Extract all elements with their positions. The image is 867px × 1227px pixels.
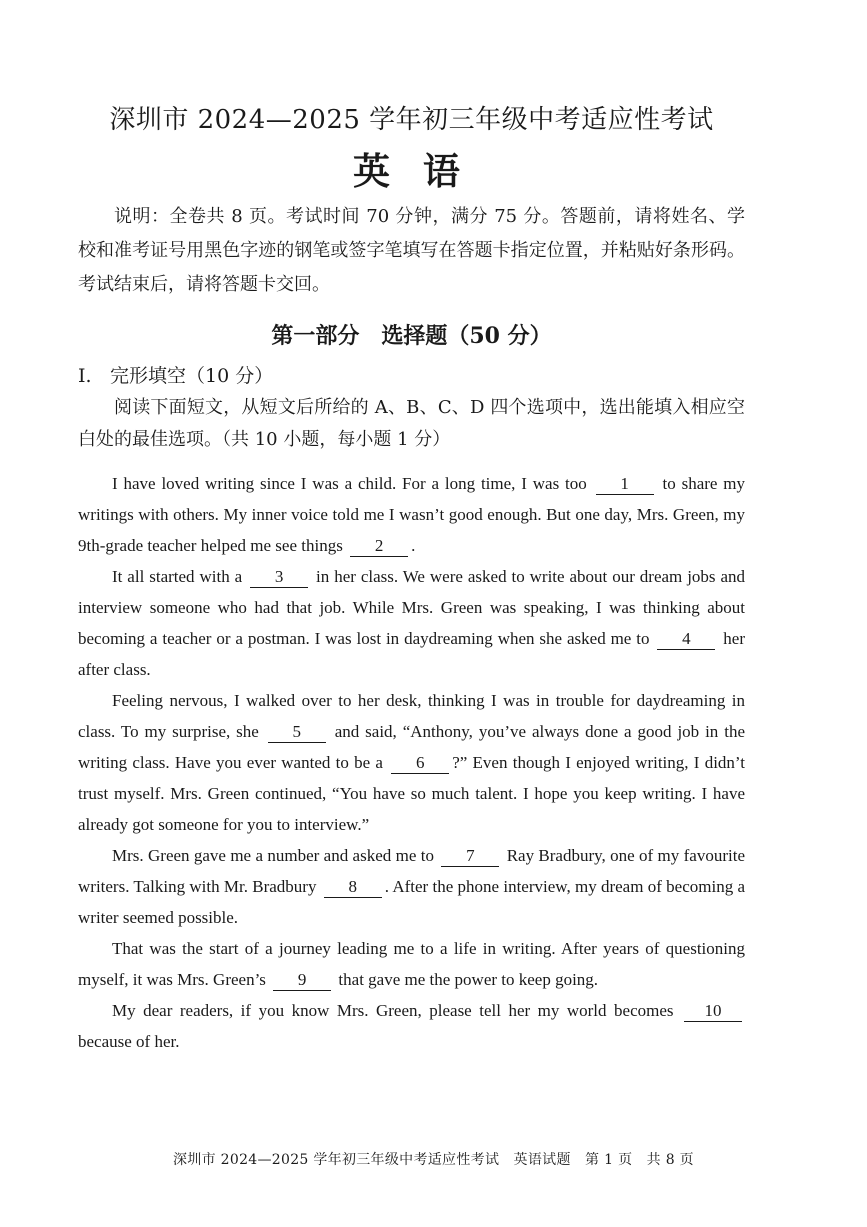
passage-paragraph: I have loved writing since I was a child. For a long time, I was too 1 to share my writings with others. My inner voice told me I wasn’t good enough. But one day, Mrs. Green, my 9th-grade teacher helped me see things 2 . (78, 474, 746, 555)
blank-4: 4 (657, 629, 715, 650)
blank-5: 5 (268, 722, 326, 743)
blank-1: 1 (596, 474, 654, 495)
subject-title: 英 语 (353, 149, 470, 193)
passage-paragraph: My dear readers, if you know Mrs. Green, please tell her my world becomes 10 because of her. (78, 995, 745, 1057)
page-footer: 深圳市 2024—2025 学年初三年级中考适应性考试 英语试题 第 1 页 共 8 页 (173, 1152, 694, 1168)
blank-7: 7 (441, 846, 499, 867)
passage-paragraph: Mrs. Green gave me a number and asked me to 7 Ray Bradbury, one of my favourite writers. Talking with Mr. Bradbury 8 . After the phone interview, my dream of becoming a writer seemed possible. (78, 846, 746, 927)
cloze-passage (78, 468, 745, 1057)
passage-paragraph: That was the start of a journey leading me to a life in writing. After years of questioning myself, it was Mrs. Green’s 9 that gave me the power to keep going. (78, 939, 745, 989)
blank-8: 8 (324, 877, 382, 898)
blank-10: 10 (684, 1001, 742, 1022)
passage-paragraph: Feeling nervous, I walked over to her desk, thinking I was in trouble for daydreaming in class. To my surprise, she 5 and said, “Anthony, you’ve always done a good job in the writing class. Have you ever wanted to be a 6 ?” Even though I enjoyed writing, I didn’t trust myself. Mrs. Green continued, “You have so much talent. I hope you keep writing. I have already got someone for you to interview.” (78, 691, 745, 834)
blank-9: 9 (273, 970, 331, 991)
blank-3: 3 (250, 567, 308, 588)
blank-2: 2 (350, 536, 408, 557)
section-directions: 阅读下面短文，从短文后所给的 A、B、C、D 四个选项中，选出能填入相应空白处的最佳选项。（共 10 小题，每小题 1 分） (78, 397, 745, 450)
exam-instructions: 说明：全卷共 8 页。考试时间 70 分钟，满分 75 分。答题前，请将姓名、学校和准考证号用黑色字迹的钢笔或签字笔填写在答题卡指定位置，并粘贴好条形码。考试结束后，请将答题卡交回。 (78, 206, 745, 295)
section-number: I. (78, 365, 92, 387)
part-heading: 第一部分 选择题（50 分） (271, 323, 552, 349)
blank-6: 6 (391, 753, 449, 774)
passage-paragraph: It all started with a 3 in her class. We were asked to write about our dream jobs and interview someone who had that job. While Mrs. Green was speaking, I was thinking about becoming a teacher or a postman. I was lost in daydreaming when she asked me to 4 her after class. (78, 567, 746, 679)
section-title: 完形填空（10 分） (110, 365, 274, 387)
section-heading (78, 360, 745, 392)
exam-title: 深圳市 2024—2025 学年初三年级中考适应性考试 (109, 105, 714, 135)
